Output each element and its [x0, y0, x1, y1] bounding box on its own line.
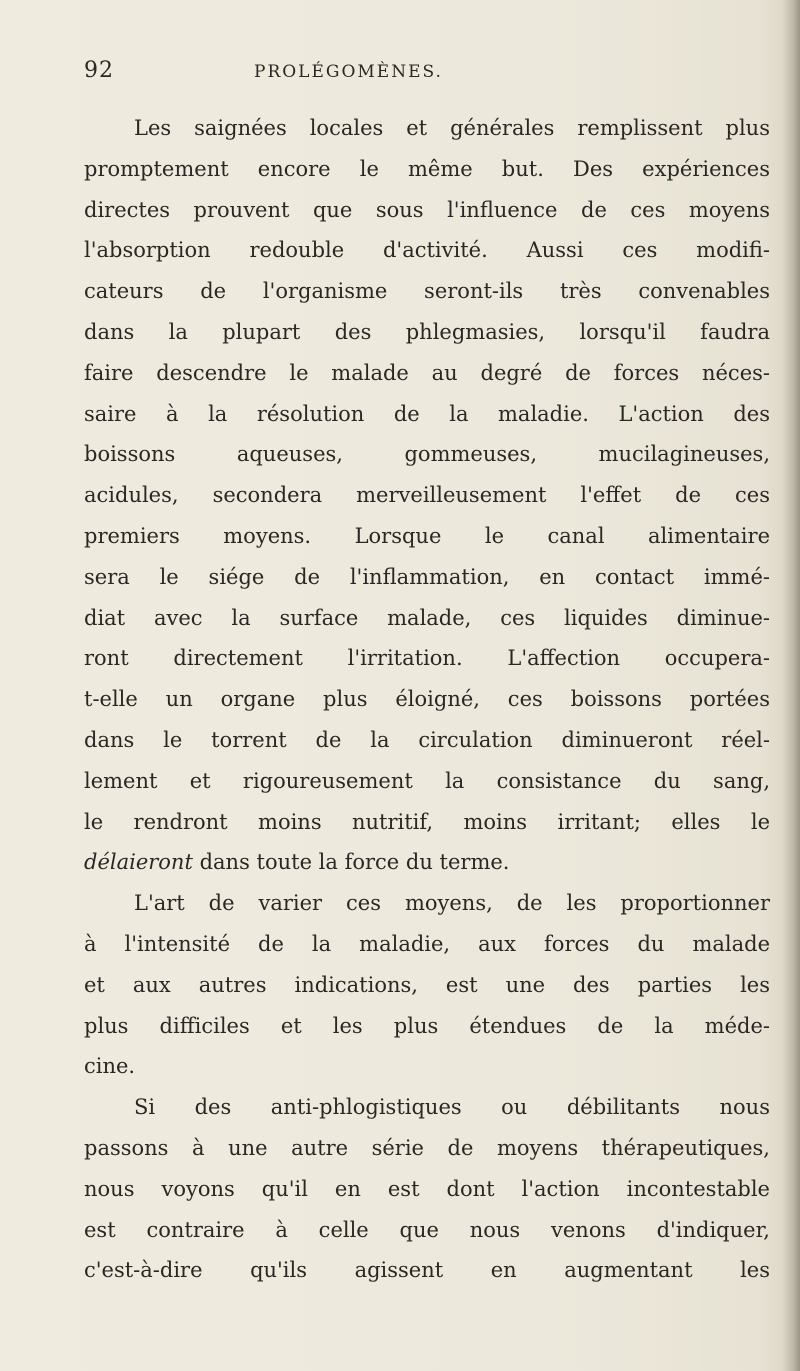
text-line: Si des anti-phlogistiques ou débilitants nous: [134, 1095, 770, 1120]
text-line: Les saignées locales et générales remplissent plus: [134, 116, 770, 140]
text-line-rest: dans toute la force du terme.: [192, 850, 510, 875]
text-line: c'est-à-dire qu'ils agissent en augmentant les: [84, 1258, 770, 1283]
running-head: [0, 58, 800, 88]
text-line: directes prouvent que sous l'influence de ces moyens: [84, 197, 770, 222]
text-line: est contraire à celle que nous venons d'indiquer,: [84, 1217, 770, 1242]
text-line: dans la plupart des phlegmasies, lorsqu'il faudra: [84, 319, 770, 344]
text-line: premiers moyens. Lorsque le canal alimentaire: [84, 523, 770, 548]
text-line: faire descendre le malade au degré de forces néces-: [84, 360, 770, 385]
text-line: diat avec la surface malade, ces liquides diminue-: [84, 605, 770, 630]
text-line: acidules, secondera merveilleusement l'effet de ces: [84, 483, 770, 508]
text-line: ront directement l'irritation. L'affection occupera-: [84, 646, 770, 671]
text-line: [84, 842, 770, 883]
running-title: PROLÉGOMÈNES.: [254, 62, 443, 82]
body-text: [84, 108, 770, 1291]
text-line: l'absorption redouble d'activité. Aussi ces modifi-: [84, 238, 770, 263]
page-number: 92: [84, 58, 114, 83]
text-line: passons à une autre série de moyens thérapeutiques,: [84, 1135, 770, 1160]
text-line: cine.: [84, 1054, 136, 1079]
text-line: L'art de varier ces moyens, de les proportionner: [134, 891, 770, 916]
text-line: cateurs de l'organisme seront-ils très convenables: [84, 279, 770, 304]
text-line: promptement encore le même but. Des expériences: [84, 156, 770, 181]
italic-word: délaieront: [84, 850, 193, 875]
text-line: à l'intensité de la maladie, aux forces du malade: [84, 931, 770, 956]
text-line: le rendront moins nutritif, moins irritant; elles le: [84, 809, 770, 834]
text-line: dans le torrent de la circulation diminueront réel-: [84, 727, 770, 752]
text-line: lement et rigoureusement la consistance du sang,: [84, 768, 770, 793]
text-line: nous voyons qu'il en est dont l'action incontestable: [84, 1176, 770, 1201]
text-line: et aux autres indications, est une des parties les: [84, 972, 770, 997]
text-line: boissons aqueuses, gommeuses, mucilagineuses,: [84, 442, 770, 467]
text-line: t-elle un organe plus éloigné, ces boissons portées: [84, 687, 770, 712]
text-line: plus difficiles et les plus étendues de la méde-: [84, 1013, 770, 1038]
text-line: sera le siége de l'inflammation, en contact immé-: [84, 564, 770, 589]
page-edge-shadow: [782, 0, 800, 1371]
text-line: saire à la résolution de la maladie. L'action des: [84, 401, 770, 426]
